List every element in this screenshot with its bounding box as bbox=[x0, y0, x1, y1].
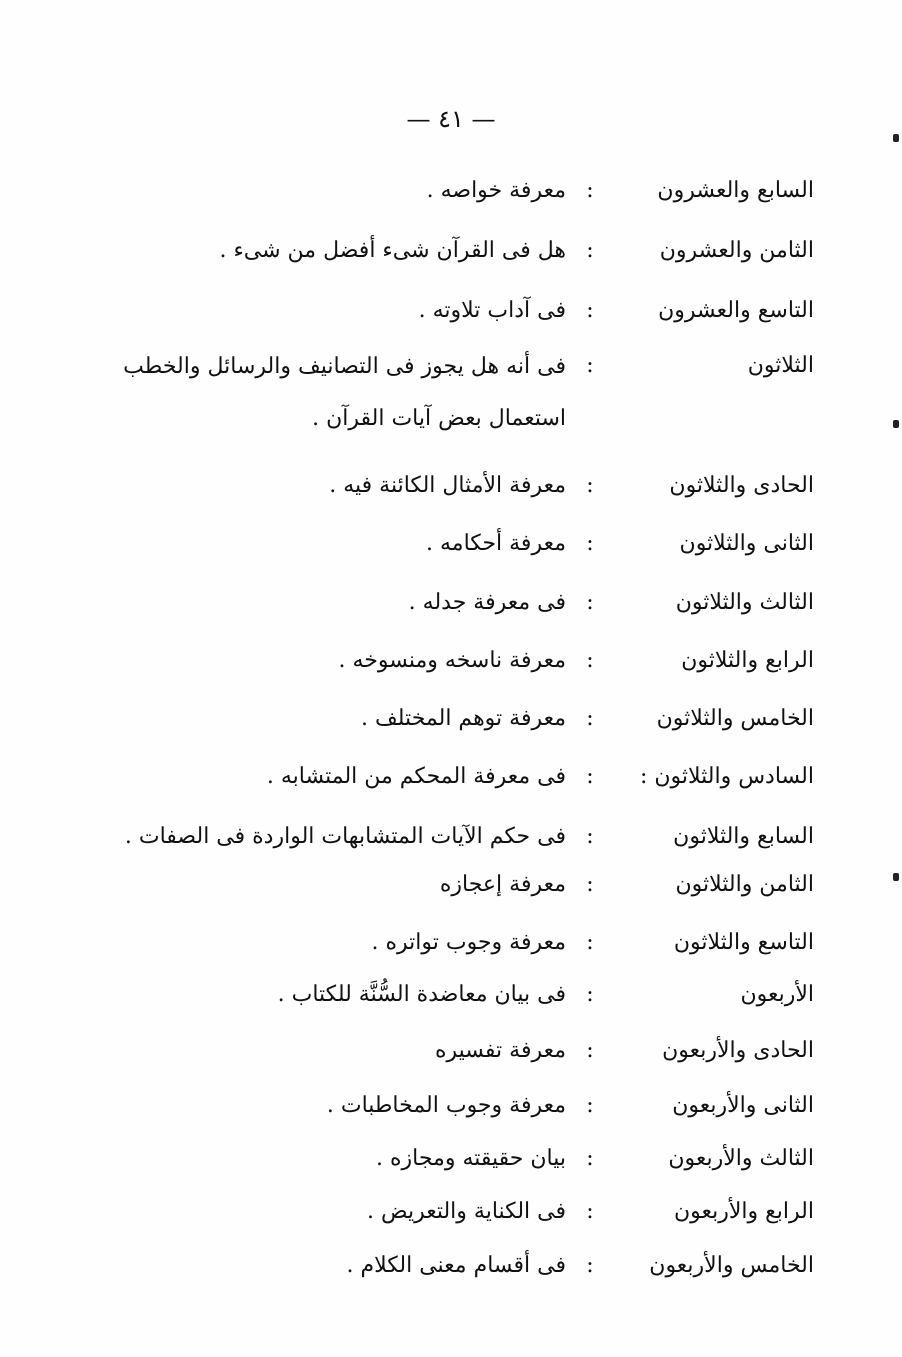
entry-label: السابع والثلاثون bbox=[673, 824, 814, 849]
entry-label: الخامس والأربعون bbox=[649, 1253, 814, 1278]
scan-edge-mark bbox=[893, 134, 899, 142]
list-item bbox=[0, 475, 902, 505]
entry-description: معرفة توهم المختلف . bbox=[361, 706, 566, 731]
entry-colon: : bbox=[586, 872, 594, 897]
entry-label: الثانى والثلاثون bbox=[679, 531, 814, 556]
list-item bbox=[0, 300, 902, 330]
entry-colon: : bbox=[586, 706, 594, 731]
entry-colon: : bbox=[586, 1093, 594, 1118]
list-item bbox=[0, 874, 902, 904]
list-item bbox=[0, 1095, 902, 1125]
list-item bbox=[0, 708, 902, 738]
list-item bbox=[0, 533, 902, 563]
entry-label: الحادى والأربعون bbox=[662, 1038, 814, 1063]
entry-colon: : bbox=[586, 930, 594, 955]
entry-description: فى معرفة المحكم من المتشابه . bbox=[266, 764, 566, 789]
list-item bbox=[0, 650, 902, 680]
scan-edge-mark bbox=[893, 420, 899, 428]
entry-label: الثامن والثلاثون bbox=[675, 872, 814, 897]
entry-description: فى أنه هل يجوز فى التصانيف والرسائل والخطب استعمال بعض آيات القرآن . bbox=[123, 354, 566, 431]
entry-label: الثانى والأربعون bbox=[672, 1093, 814, 1118]
entry-colon: : bbox=[586, 353, 594, 378]
entry-description: فى بيان معاضدة السُّنَّة للكتاب . bbox=[277, 982, 566, 1007]
list-item bbox=[0, 592, 902, 622]
entry-description: معرفة ناسخه ومنسوخه . bbox=[338, 648, 566, 673]
entry-label: الثامن والعشرون bbox=[659, 238, 814, 263]
entry-label: الثلاثون bbox=[747, 353, 814, 378]
entry-colon: : bbox=[586, 648, 594, 673]
entry-description: فى أقسام معنى الكلام . bbox=[346, 1253, 566, 1278]
list-item bbox=[0, 826, 902, 856]
entry-description: فى آداب تلاوته . bbox=[418, 298, 566, 323]
entry-description: معرفة وجوب تواتره . bbox=[371, 930, 566, 955]
entry-colon: : bbox=[586, 1199, 594, 1224]
entry-label: الثالث والأربعون bbox=[668, 1146, 814, 1171]
entry-description: فى الكناية والتعريض . bbox=[367, 1199, 566, 1224]
scan-edge-mark bbox=[893, 873, 899, 881]
entry-colon: : bbox=[586, 298, 594, 323]
entry-colon: : bbox=[586, 590, 594, 615]
list-item bbox=[0, 1148, 902, 1178]
entry-label: الرابع والأربعون bbox=[673, 1199, 814, 1224]
entry-colon: : bbox=[586, 178, 594, 203]
entry-description: معرفة إعجازه bbox=[439, 872, 566, 897]
list-item bbox=[0, 180, 902, 210]
page-number: — ٤١ — bbox=[406, 105, 496, 133]
entry-colon: : bbox=[586, 473, 594, 498]
entry-description: بيان حقيقته ومجازه . bbox=[376, 1146, 566, 1171]
entry-description: معرفة خواصه . bbox=[426, 178, 566, 203]
entry-description: معرفة تفسيره bbox=[434, 1038, 566, 1063]
entry-label: الرابع والثلاثون bbox=[681, 648, 814, 673]
entry-colon: : bbox=[586, 238, 594, 263]
entry-colon: : bbox=[586, 531, 594, 556]
list-item bbox=[0, 1040, 902, 1070]
entry-description: معرفة وجوب المخاطبات . bbox=[326, 1093, 566, 1118]
list-item bbox=[0, 1201, 902, 1231]
entry-label: الخامس والثلاثون bbox=[656, 706, 814, 731]
list-item bbox=[0, 355, 902, 455]
entry-colon: : bbox=[586, 1146, 594, 1171]
entry-label: الحادى والثلاثون bbox=[669, 473, 814, 498]
entry-colon: : bbox=[586, 1038, 594, 1063]
list-item bbox=[0, 932, 902, 962]
list-item bbox=[0, 1255, 902, 1285]
entry-label: السادس والثلاثون : bbox=[639, 764, 814, 789]
list-item bbox=[0, 984, 902, 1014]
entry-label: الثالث والثلاثون bbox=[675, 590, 814, 615]
entry-colon: : bbox=[586, 764, 594, 789]
entry-description: فى معرفة جدله . bbox=[408, 590, 566, 615]
entry-description: فى حكم الآيات المتشابهات الواردة فى الصفات . bbox=[124, 824, 566, 849]
list-item bbox=[0, 766, 902, 796]
entry-colon: : bbox=[586, 824, 594, 849]
entry-colon: : bbox=[586, 982, 594, 1007]
entry-label: التاسع والثلاثون bbox=[673, 930, 814, 955]
entry-description: هل فى القرآن شىء أفضل من شىء . bbox=[219, 238, 566, 263]
entry-description: معرفة أحكامه . bbox=[426, 531, 566, 556]
list-item bbox=[0, 240, 902, 270]
entry-label: الأربعون bbox=[740, 982, 814, 1007]
entry-label: السابع والعشرون bbox=[657, 178, 814, 203]
entry-description: معرفة الأمثال الكائنة فيه . bbox=[329, 473, 566, 498]
entry-label: التاسع والعشرون bbox=[658, 298, 814, 323]
entry-colon: : bbox=[586, 1253, 594, 1278]
